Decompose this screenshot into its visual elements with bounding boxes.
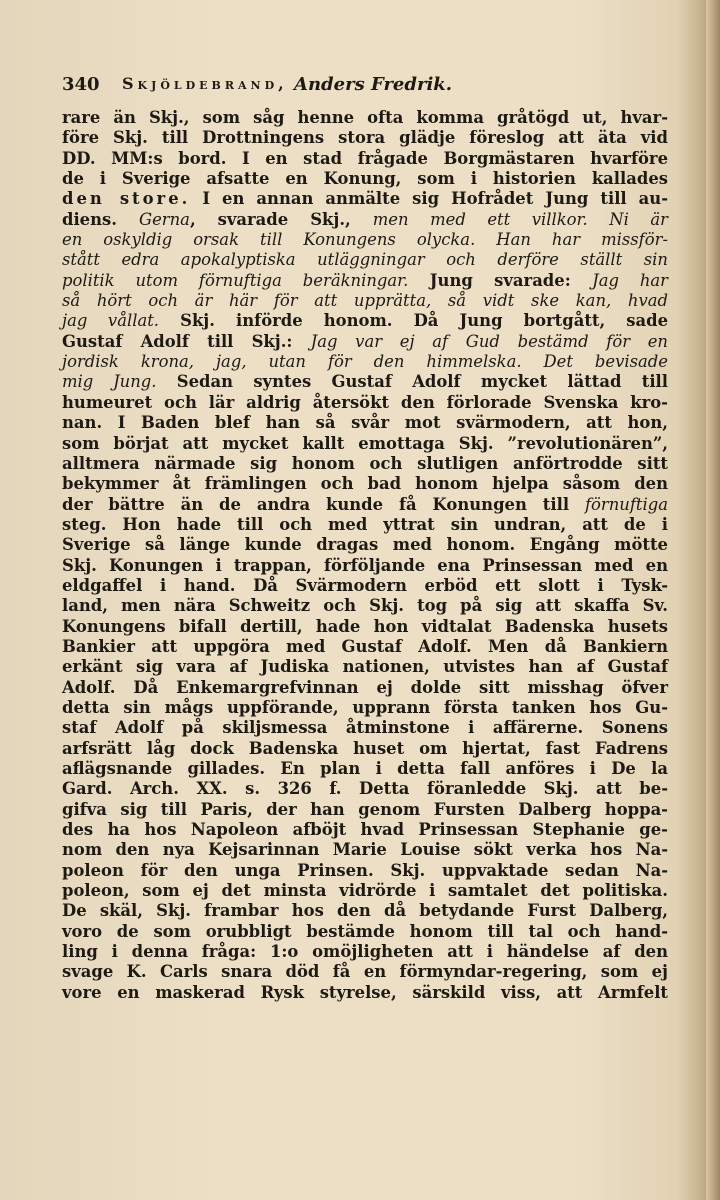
text-segment: alltmera närmade sig honom och slutligen anförtrodde sitt	[62, 453, 668, 473]
text-segment: , svarade Skj.,	[189, 209, 373, 229]
text-segment: Skj. Konungen i trappan, förföljande ena Prinsessan med en	[62, 555, 668, 575]
text-segment: steg. Hon hade till och med yttrat sin undran, att de i	[62, 514, 668, 534]
text-segment: poleon för den unga Prinsen. Skj. uppvaktade sedan Na-	[62, 860, 668, 880]
text-line	[62, 759, 668, 779]
spaced-text: den store.	[62, 189, 191, 209]
italic-text: Jag var ej af Gud bestämd för en	[310, 331, 668, 351]
text-line	[62, 535, 668, 555]
text-line	[62, 617, 668, 637]
text-line	[62, 556, 668, 576]
text-line	[62, 474, 668, 494]
text-segment: De skäl, Skj. frambar hos den då betydande Furst Dalberg,	[62, 901, 668, 921]
text-line	[62, 332, 668, 352]
text-line	[62, 291, 668, 311]
text-line	[62, 393, 668, 413]
text-line	[62, 413, 668, 433]
text-line	[62, 596, 668, 616]
text-segment: eldgaffel i hand. Då Svärmodern erböd ett slott i Tysk-	[62, 575, 668, 595]
text-segment: staf Adolf på skiljsmessa åtminstone i affärerne. Sonens	[62, 718, 668, 738]
italic-text: politik utom förnuftiga beräkningar.	[62, 270, 409, 290]
italic-text: jordisk krona, jag, utan för den himmelska. Det bevisade	[62, 352, 668, 372]
text-line	[62, 637, 668, 657]
text-segment: poleon, som ej det minsta vidrörde i samtalet det politiska.	[62, 881, 668, 901]
text-line	[62, 820, 668, 840]
header-surname: Skjöldebrand,	[122, 74, 288, 93]
text-segment: detta sin mågs uppförande, upprann första tanken hos Gu-	[62, 697, 668, 717]
italic-text: stått edra apokalyptiska utläggningar och derföre ställt sin	[62, 250, 668, 270]
italic-text: en oskyldig orsak till Konungens olycka. Han har missför-	[62, 230, 668, 250]
text-line	[62, 942, 668, 962]
text-line	[62, 657, 668, 677]
text-line	[62, 149, 668, 169]
italic-text: Jag har	[592, 270, 668, 290]
text-line	[62, 311, 668, 331]
text-segment: des ha hos Napoleon afböjt hvad Prinsessan Stephanie ge-	[62, 820, 668, 840]
text-line	[62, 495, 668, 515]
text-segment: vore en maskerad Rysk styrelse, särskild viss, att Armfelt	[62, 982, 668, 1002]
text-line	[62, 189, 668, 209]
text-segment: nom den nya Kejsarinnan Marie Louise sökt verka hos Na-	[62, 840, 668, 860]
italic-text: Gerna	[138, 209, 190, 229]
text-line	[62, 881, 668, 901]
text-line	[62, 108, 668, 128]
text-line	[62, 515, 668, 535]
text-line	[62, 861, 668, 881]
text-line	[62, 271, 668, 291]
text-segment: Gustaf Adolf till Skj.:	[62, 331, 311, 351]
text-segment: voro de som orubbligt bestämde honom till tal och hand-	[62, 921, 668, 941]
header-given-names: Anders Fredrik.	[294, 74, 453, 95]
text-line	[62, 576, 668, 596]
text-line	[62, 210, 668, 230]
text-line	[62, 678, 668, 698]
text-segment: Sverige så länge kunde dragas med honom. Engång mötte	[62, 535, 668, 555]
text-line	[62, 372, 668, 392]
text-segment: nan. I Baden blef han så svår mot svärmodern, att hon,	[62, 413, 668, 433]
text-line	[62, 169, 668, 189]
text-segment: arfsrätt låg dock Badenska huset om hjertat, fast Fadrens	[62, 738, 668, 758]
text-segment: I en annan anmälte sig Hofrådet Jung till au-	[190, 189, 669, 209]
text-line	[62, 128, 668, 148]
text-segment: DD. MM:s bord. I en stad frågade Borgmästaren hvarföre	[62, 148, 668, 168]
text-segment: humeuret och lär aldrig återsökt den förlorade Svenska kro-	[62, 392, 668, 412]
text-line	[62, 922, 668, 942]
text-segment: Sedan syntes Gustaf Adolf mycket lättad till	[156, 372, 668, 392]
italic-text: förnuftiga	[584, 494, 668, 514]
italic-text: men med ett villkor. Ni är	[372, 209, 668, 229]
text-segment: Adolf. Då Enkemargrefvinnan ej dolde sitt misshag öfver	[62, 677, 668, 697]
italic-text: mig Jung.	[62, 372, 157, 392]
text-segment: land, men nära Schweitz och Skj. tog på sig att skaffa Sv.	[62, 596, 668, 616]
text-line	[62, 454, 668, 474]
text-segment: Jung svarade:	[408, 270, 593, 290]
text-segment: erkänt sig vara af Judiska nationen, utvistes han af Gustaf	[62, 657, 668, 677]
text-segment: Bankier att uppgöra med Gustaf Adolf. Men då Bankiern	[62, 636, 668, 656]
text-line	[62, 230, 668, 250]
italic-text: så hört och är här för att upprätta, så vidt ske kan, hvad	[62, 291, 668, 311]
body-text	[62, 108, 668, 1003]
text-segment: der bättre än de andra kunde få Konungen till	[62, 494, 585, 514]
text-segment: före Skj. till Drottningens stora glädje föreslog att äta vid	[62, 128, 668, 148]
text-segment: ling i denna fråga: 1:o omöjligheten att i händelse af den	[62, 942, 668, 962]
text-segment: gifva sig till Paris, der han genom Fursten Dalberg hoppa-	[62, 799, 668, 819]
text-segment: diens.	[62, 209, 139, 229]
text-line	[62, 983, 668, 1003]
text-segment: bekymmer åt främlingen och bad honom hjelpa såsom den	[62, 474, 668, 494]
text-segment: Gard. Arch. XX. s. 326 f. Detta föranledde Skj. att be-	[62, 779, 668, 799]
text-line	[62, 901, 668, 921]
italic-text: jag vållat.	[62, 311, 160, 331]
text-line	[62, 962, 668, 982]
text-line	[62, 718, 668, 738]
page-number: 340	[62, 74, 100, 95]
text-line	[62, 739, 668, 759]
text-line	[62, 250, 668, 270]
text-line	[62, 779, 668, 799]
text-line	[62, 800, 668, 820]
text-segment: som börjat att mycket kallt emottaga Skj. ”revolutionären”,	[62, 433, 668, 453]
text-segment: svage K. Carls snara död få en förmyndar-regering, som ej	[62, 962, 668, 982]
text-segment: aflägsnande gillades. En plan i detta fall anföres i De la	[62, 759, 668, 778]
text-segment: Konungens bifall dertill, hade hon vidtalat Badenska husets	[62, 616, 668, 636]
running-header	[62, 74, 668, 100]
text-line	[62, 434, 668, 454]
text-line	[62, 352, 668, 372]
text-segment: de i Sverige afsatte en Konung, som i historien kallades	[62, 169, 668, 189]
text-line	[62, 840, 668, 860]
page-edge	[706, 0, 720, 1200]
text-line	[62, 698, 668, 718]
text-segment: Skj. införde honom. Då Jung bortgått, sade	[159, 311, 668, 331]
text-segment: rare än Skj., som såg henne ofta komma gråtögd ut, hvar-	[62, 108, 668, 127]
